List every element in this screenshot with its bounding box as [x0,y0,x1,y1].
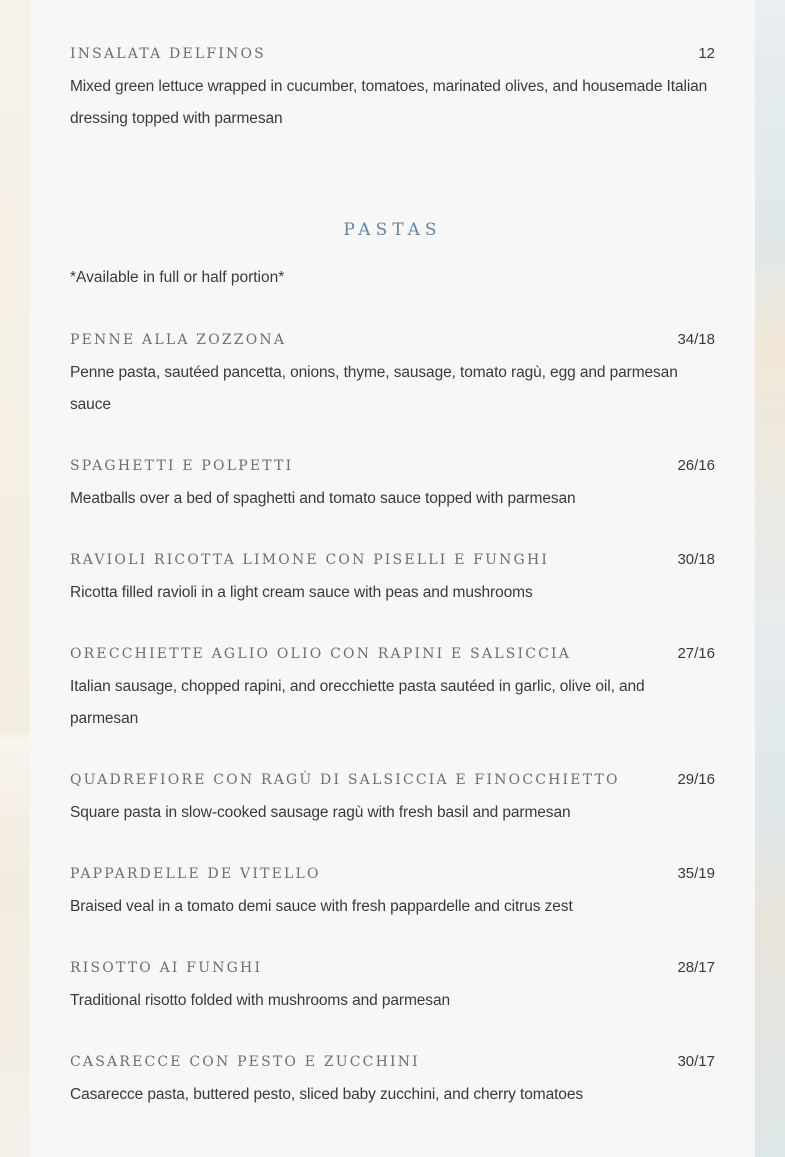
menu-item-price: 29/16 [677,771,715,788]
menu-item-name: PAPPARDELLE DE VITELLO [70,866,321,882]
menu-item-description: Ricotta filled ravioli in a light cream sauce with peas and mushrooms [70,584,533,601]
menu-item-price: 12 [698,45,715,62]
menu-item-price: 35/19 [677,865,715,882]
menu-item-description: Casarecce pasta, buttered pesto, sliced baby zucchini, and cherry tomatoes [70,1086,583,1103]
menu-item-insalata-delfinos [70,43,715,135]
section-note: *Available in full or half portion* [70,269,285,286]
menu-item-description: Italian sausage, chopped rapini, and orecchiette pasta sautéed in garlic, olive oil, and parmesan [70,678,645,727]
menu-item-description: Square pasta in slow-cooked sausage ragù with fresh basil and parmesan [70,804,571,821]
menu-item [70,957,715,1017]
menu-item-price: 30/18 [677,551,715,568]
menu-item-price: 26/16 [677,457,715,474]
menu-item [70,329,715,421]
menu-item-name: QUADREFIORE CON RAGÙ DI SALSICCIA E FINOCCHIETTO [70,772,620,788]
menu-item [70,643,715,735]
menu-item-description: Penne pasta, sautéed pancetta, onions, thyme, sausage, tomato ragù, egg and parmesan sauce [70,364,678,413]
menu-item [70,1051,715,1111]
menu-item [70,455,715,515]
menu-item-price: 28/17 [677,959,715,976]
menu-item-name: SPAGHETTI E POLPETTI [70,458,294,474]
menu-item-price: 30/17 [677,1053,715,1070]
menu-item [70,863,715,923]
menu-item-name: CASARECCE CON PESTO E ZUCCHINI [70,1054,420,1070]
menu-item-name: RISOTTO AI FUNGHI [70,960,263,976]
menu-item-price: 34/18 [677,331,715,348]
menu-item-name: ORECCHIETTE AGLIO OLIO CON RAPINI E SALSICCIA [70,646,572,662]
menu-item [70,549,715,609]
menu-item-name: INSALATA DELFINOS [70,46,266,62]
menu-item-description: Traditional risotto folded with mushrooms and parmesan [70,992,450,1009]
menu-item-name: PENNE ALLA ZOZZONA [70,332,287,348]
section-title-pastas: PASTAS [343,220,442,240]
menu-item-description: Braised veal in a tomato demi sauce with fresh pappardelle and citrus zest [70,898,573,915]
menu-item [70,769,715,829]
menu-item-description: Meatballs over a bed of spaghetti and tomato sauce topped with parmesan [70,490,576,507]
background-left-edge [0,0,30,1157]
menu-item-name: RAVIOLI RICOTTA LIMONE CON PISELLI E FUNGHI [70,552,550,568]
menu-item-price: 27/16 [677,645,715,662]
menu-item-description: Mixed green lettuce wrapped in cucumber, tomatoes, marinated olives, and housemade Italian dressing topped with parmesan [70,78,708,127]
background-right-edge [755,0,785,1157]
